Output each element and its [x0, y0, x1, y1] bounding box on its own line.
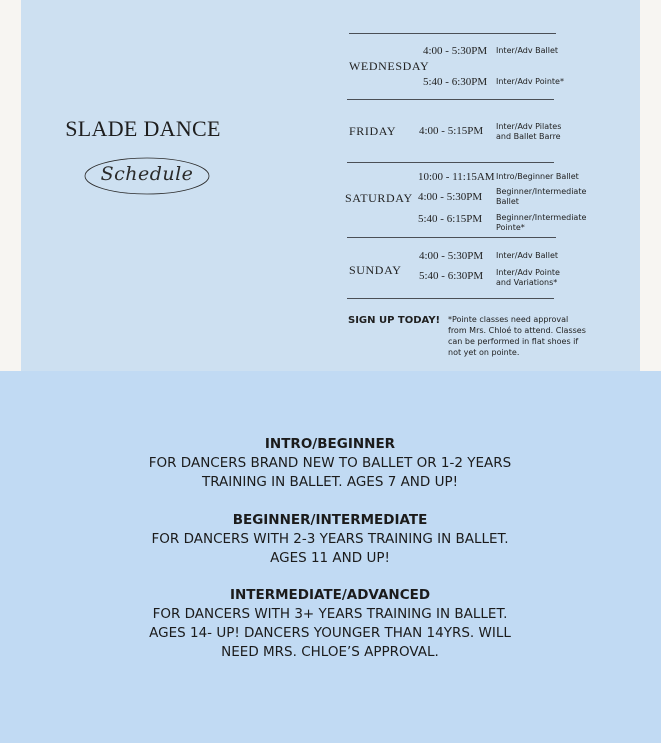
level-intermediate-advanced — [130, 586, 530, 662]
level-desc-line: FOR DANCERS WITH 3+ YEARS TRAINING IN BALLET. — [152, 606, 508, 622]
class-name: Inter/Adv Pointe* — [496, 77, 564, 86]
level-name: INTRO/BEGINNER — [264, 436, 396, 452]
class-name: Inter/Adv Ballet — [496, 46, 559, 55]
day-wednesday: WEDNESDAY — [349, 59, 430, 73]
schedule-script-badge — [84, 157, 210, 195]
divider — [347, 99, 554, 100]
day-sunday: SUNDAY — [349, 263, 402, 277]
class-name — [496, 187, 586, 207]
class-name — [496, 213, 586, 233]
class-time: 10:00 - 11:15AM — [418, 171, 495, 183]
class-name-line: and Ballet Barre — [496, 132, 561, 141]
class-name-line: and Variations* — [496, 278, 558, 287]
divider — [347, 237, 556, 238]
level-desc-line: FOR DANCERS BRAND NEW TO BALLET OR 1-2 YEARS — [148, 455, 512, 471]
level-name: INTERMEDIATE/ADVANCED — [229, 587, 431, 603]
level-desc-line: NEED MRS. CHLOE’S APPROVAL. — [221, 644, 439, 660]
level-desc-line: AGES 14- UP! DANCERS YOUNGER THAN 14YRS. WILL — [149, 625, 511, 641]
class-name: Intro/Beginner Ballet — [496, 172, 579, 181]
class-name-line: Ballet — [496, 197, 519, 206]
divider — [347, 162, 554, 163]
signup-callout: SIGN UP TODAY! — [348, 315, 441, 326]
level-desc-line: FOR DANCERS WITH 2-3 YEARS TRAINING IN BALLET. — [151, 531, 509, 547]
class-time: 4:00 - 5:30PM — [418, 191, 483, 203]
class-name-line: Inter/Adv Pilates — [496, 122, 562, 131]
level-desc-line: AGES 11 AND UP! — [270, 550, 390, 566]
level-beginner-intermediate — [130, 511, 530, 568]
class-time: 5:40 - 6:30PM — [423, 76, 488, 88]
class-name-line: Inter/Adv Pointe — [496, 268, 560, 277]
class-time: 4:00 - 5:15PM — [419, 125, 484, 137]
divider — [347, 298, 554, 299]
level-intro-beginner — [130, 435, 530, 492]
divider — [349, 33, 556, 34]
level-desc-line: TRAINING IN BALLET. AGES 7 AND UP! — [201, 474, 459, 490]
class-name — [496, 122, 561, 142]
class-name — [496, 268, 560, 288]
studio-title: SLADE DANCE — [65, 116, 221, 141]
class-name-line: Beginner/Intermediate — [496, 213, 587, 222]
class-time: 5:40 - 6:15PM — [418, 213, 483, 225]
schedule-script-text: Schedule — [100, 163, 194, 185]
class-time: 4:00 - 5:30PM — [423, 45, 488, 57]
class-name-line: Pointe* — [496, 223, 525, 232]
pointe-approval-note: *Pointe classes need approval from Mrs. Chloé to attend. Classes can be performed in flat shoes if not yet on pointe. — [448, 315, 586, 357]
day-saturday: SATURDAY — [345, 191, 413, 205]
class-time: 4:00 - 5:30PM — [419, 250, 484, 262]
class-name: Inter/Adv Ballet — [496, 251, 559, 260]
day-friday: FRIDAY — [349, 124, 397, 138]
class-name-line: Beginner/Intermediate — [496, 187, 587, 196]
class-time: 5:40 - 6:30PM — [419, 270, 484, 282]
level-name: BEGINNER/INTERMEDIATE — [232, 512, 428, 528]
